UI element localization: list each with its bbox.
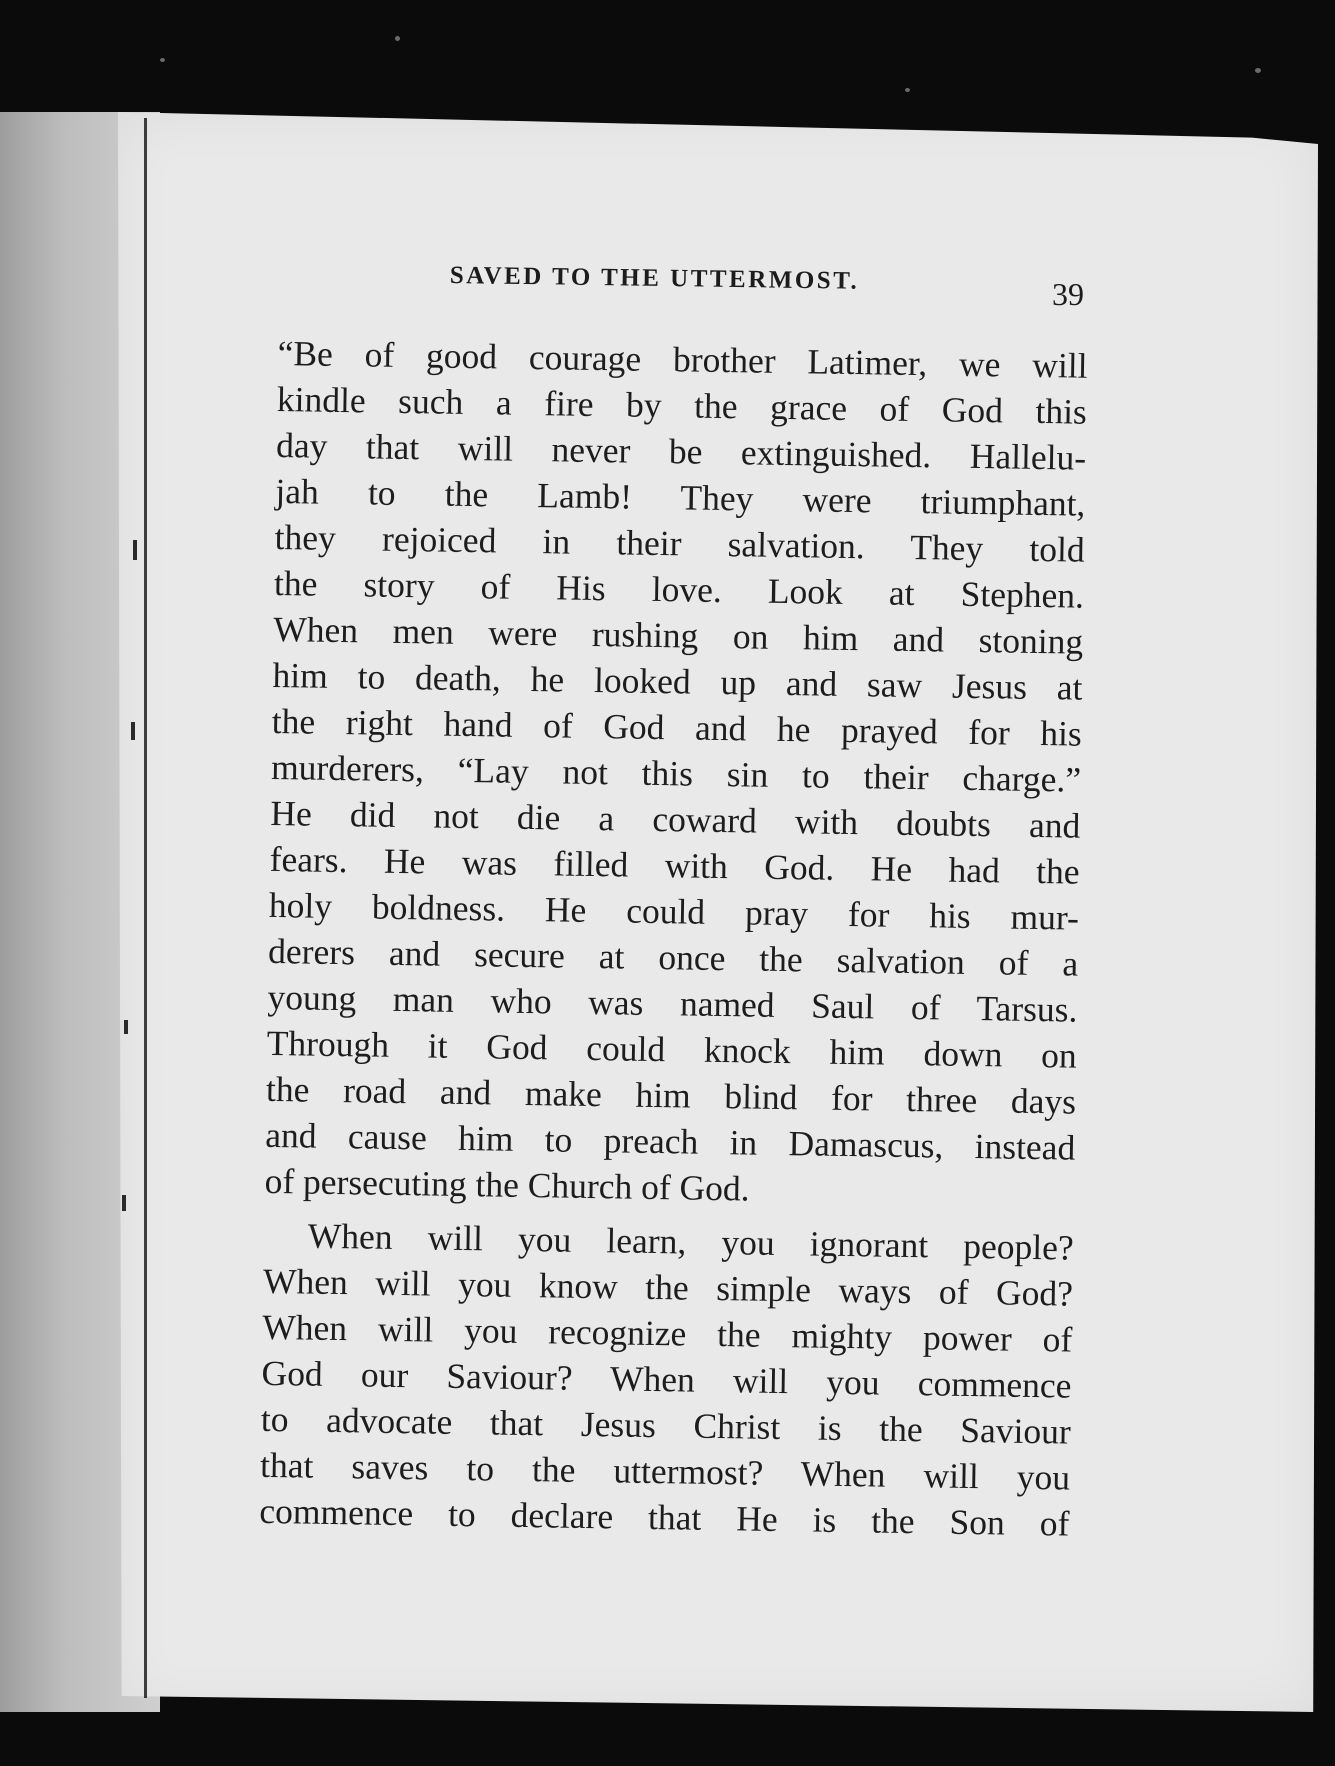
text-line: young man who was named Saul of Tarsus. (267, 976, 1078, 1030)
text-line: that saves to the uttermost? When will you (259, 1444, 1071, 1498)
text-line: kindle such a fire by the grace of God this (276, 378, 1088, 432)
text-line: day that will never be extinguished. Hallelu- (275, 424, 1087, 478)
text-line: to advocate that Jesus Christ is the Saviour (260, 1398, 1072, 1452)
running-header: SAVED TO THE UTTERMOST. (449, 262, 860, 295)
margin-mark (131, 722, 135, 740)
margin-mark (122, 1195, 126, 1211)
paragraph (264, 330, 1088, 1217)
text-line: He did not die a coward with doubts and (270, 792, 1081, 846)
text-line: fears. He was filled with God. He had the (269, 838, 1080, 892)
text-line: When will you know the simple ways of God? (262, 1260, 1074, 1314)
text-line: and cause him to preach in Damascus, instead (265, 1114, 1076, 1168)
text-line: “Be of good courage brother Latimer, we will (277, 332, 1088, 386)
text-line: derers and secure at once the salvation of a (267, 930, 1079, 984)
text-line: the road and make him blind for three days (265, 1068, 1077, 1122)
text-line: Through it God could knock him down on (266, 1022, 1078, 1076)
scan-speck (160, 58, 165, 62)
scan-speck (905, 88, 910, 92)
scan-speck (1255, 68, 1261, 73)
scan-speck (395, 36, 400, 41)
text-line: him to death, he looked up and saw Jesus at (272, 654, 1083, 708)
text-line: jah to the Lamb! They were triumphant, (275, 470, 1086, 524)
text-line: the right hand of God and he prayed for his (271, 700, 1083, 754)
text-line: holy boldness. He could pray for his mur- (268, 884, 1080, 938)
margin-mark (124, 1020, 128, 1034)
text-line: they rejoiced in their salvation. They told (274, 516, 1085, 570)
text-line: God our Saviour? When will you commence (261, 1352, 1072, 1406)
text-line: commence to declare that He is the Son of (259, 1490, 1070, 1544)
body-text (259, 330, 1088, 1547)
page-number: 39 (1052, 276, 1084, 312)
paragraph (259, 1212, 1074, 1547)
text-line: murderers, “Lay not this sin to their charge.” (270, 746, 1082, 800)
text-line: When will you learn, you ignorant people? (307, 1215, 1074, 1268)
margin-mark (133, 540, 137, 560)
text-line: When men were rushing on him and stoning (272, 608, 1084, 662)
text-line: of persecuting the Church of God. (264, 1160, 750, 1209)
text-line: the story of His love. Look at Stephen. (273, 562, 1085, 616)
page-gutter-line (144, 118, 147, 1698)
text-line: When will you recognize the mighty power of (262, 1306, 1073, 1360)
